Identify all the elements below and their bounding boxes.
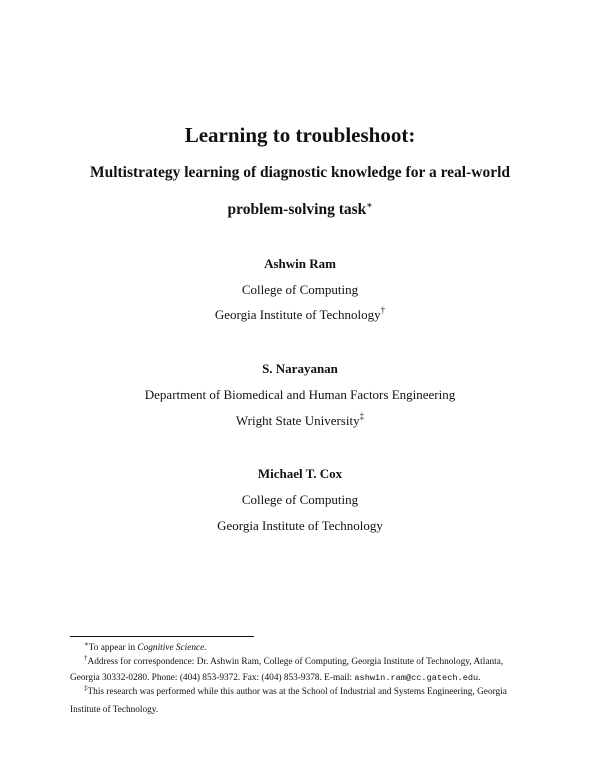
author-1-affiliation-line-2 <box>0 307 600 323</box>
footnote-3-text-1: This research was performed while this author was at the School of Industrial and Systems Engineering, Georgia <box>87 687 507 697</box>
paper-subtitle-line-2 <box>0 201 600 219</box>
author-name-3: Michael T. Cox <box>257 466 343 481</box>
footnote-2-text-1: Address for correspondence: Dr. Ashwin Ram, College of Computing, Georgia Institute of Technology, Atlanta, <box>87 657 504 667</box>
author-2-affiliation-line-1: Department of Biomedical and Human Factors Engineering <box>144 387 456 402</box>
author-2-institution: Wright State University <box>235 413 360 428</box>
author-2-affiliation-line-2 <box>0 413 600 429</box>
footnote-marker-star: ∗ <box>366 200 373 210</box>
footnote-marker-dagger: † <box>380 305 386 315</box>
footnote-3-marker: ‡ <box>84 684 88 692</box>
author-1-affiliation-line-1: College of Computing <box>241 282 359 297</box>
footnote-2-period: . <box>478 673 481 683</box>
author-name-2: S. Narayanan <box>262 361 338 376</box>
footnote-divider <box>70 636 254 637</box>
footnote-2-marker: † <box>84 654 88 662</box>
footnote-marker-double-dagger: ‡ <box>359 411 365 421</box>
footnote-1-venue: Cognitive Science. <box>137 643 207 653</box>
footnote-2-line-1 <box>84 654 504 667</box>
paper-subtitle-line-1: Multistrategy learning of diagnostic knowledge for a real-world <box>89 164 511 181</box>
author-3-affiliation-line-1: College of Computing <box>241 492 359 507</box>
correspondence-email: ashwin.ram@cc.gatech.edu <box>354 673 479 683</box>
footnote-3-line-1 <box>84 684 507 697</box>
footnote-1 <box>84 640 207 653</box>
author-name-1: Ashwin Ram <box>264 256 336 271</box>
author-3-affiliation-line-2: Georgia Institute of Technology <box>217 518 383 533</box>
footnote-2-line-2 <box>70 673 481 683</box>
paper-title: Learning to troubleshoot: <box>184 123 416 147</box>
author-1-institution: Georgia Institute of Technology <box>214 307 381 322</box>
footnote-1-text: To appear in <box>88 643 138 653</box>
footnote-3-line-2: Institute of Technology. <box>70 705 159 715</box>
footnote-1-marker: ∗ <box>84 640 89 648</box>
subtitle-text: problem-solving task <box>227 201 367 218</box>
footnote-2-text-2: Georgia 30332-0280. Phone: (404) 853-9372. Fax: (404) 853-9378. E-mail: <box>70 673 355 683</box>
